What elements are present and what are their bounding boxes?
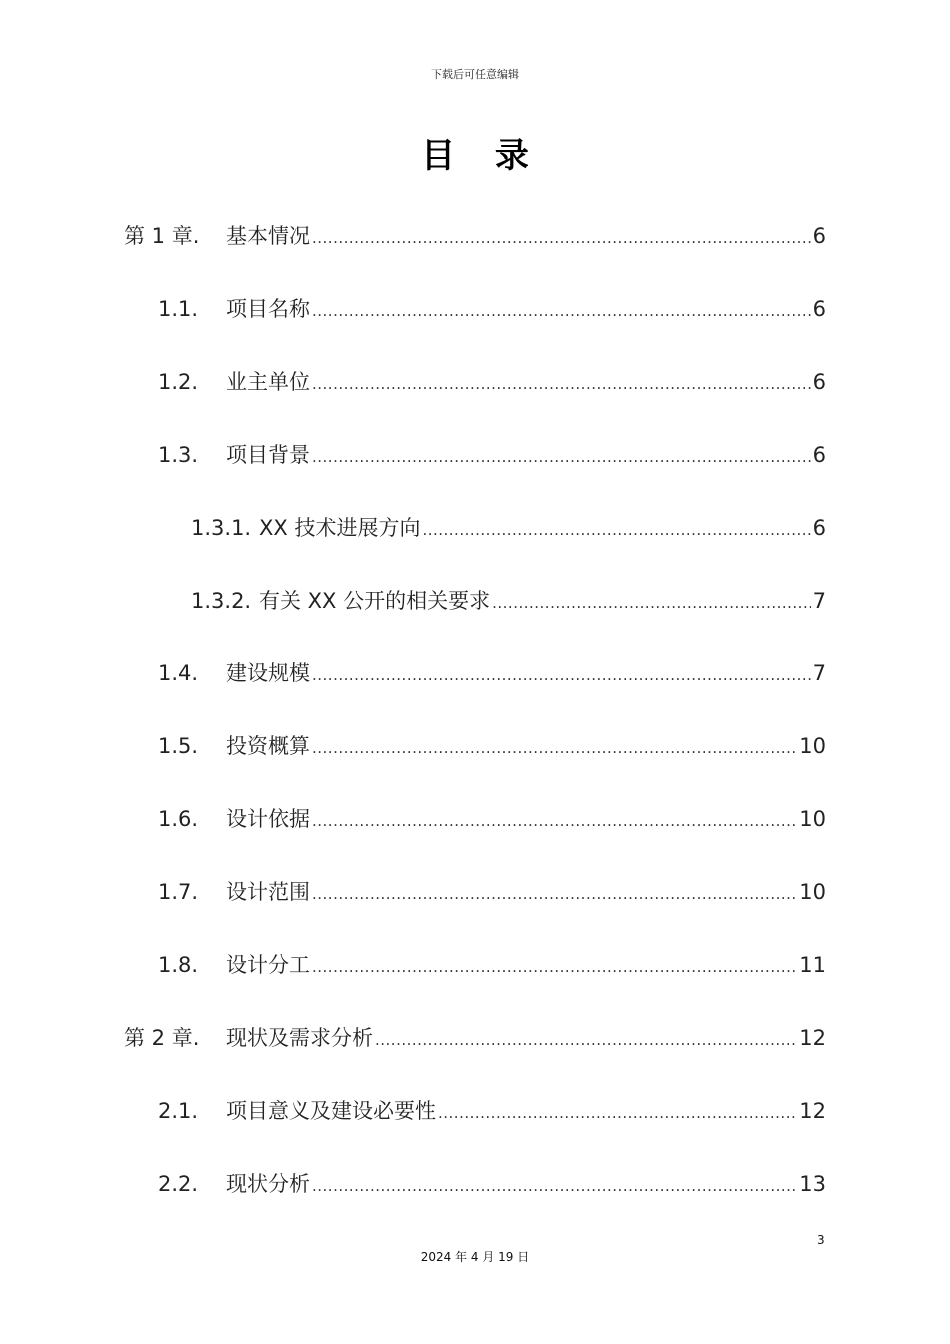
toc-leader-dots: [312, 291, 811, 331]
toc-entry-title: 现状及需求分析: [226, 1025, 373, 1050]
toc-entry[interactable]: [158, 435, 826, 475]
toc-leader-dots: [312, 728, 797, 768]
toc-leader-dots: [312, 874, 797, 914]
toc-entry-page: 6: [812, 296, 826, 321]
toc-entry-page: 13: [799, 1171, 826, 1196]
toc-entry[interactable]: [158, 653, 826, 693]
toc-entry-page: 6: [812, 515, 826, 540]
toc-entry-title: 设计依据: [226, 807, 310, 832]
toc-entry-page: 6: [812, 369, 826, 394]
toc-entry[interactable]: [191, 508, 826, 548]
toc-entry-number: 第 1 章.: [124, 224, 200, 248]
toc-entry[interactable]: [158, 726, 826, 766]
toc-entry-title: 设计分工: [226, 953, 310, 977]
toc-entry-page: 7: [812, 661, 826, 686]
toc-entry-number: 1.8.: [158, 953, 199, 977]
toc-entry-page: 12: [799, 1098, 826, 1123]
toc-leader-dots: [438, 1093, 797, 1133]
toc-leader-dots: [312, 437, 811, 477]
toc-entry-number: 1.4.: [158, 661, 199, 686]
toc-entry[interactable]: [158, 1164, 826, 1204]
toc-leader-dots: [312, 947, 797, 987]
toc-leader-dots: [492, 583, 811, 623]
toc-entry-number: 2.1.: [158, 1098, 199, 1123]
toc-leader-dots: [312, 655, 811, 695]
toc-entry-number: 1.3.1.: [191, 515, 252, 540]
toc-entry-number: 1.3.: [158, 442, 199, 467]
toc-entry[interactable]: [158, 799, 826, 839]
page-number: 3: [817, 1233, 825, 1247]
toc-leader-dots: [312, 218, 811, 258]
toc-entry-page: 10: [799, 807, 826, 832]
toc-entry-page: 12: [799, 1025, 826, 1050]
toc-leader-dots: [312, 364, 811, 404]
toc-entry-title: 项目意义及建设必要性: [226, 1098, 436, 1123]
toc-entry-title: 投资概算: [226, 734, 310, 759]
toc-entry-title: 有关 XX 公开的相关要求: [259, 588, 491, 613]
toc-leader-dots: [312, 1166, 797, 1206]
toc-entry-number: 1.3.2.: [191, 588, 252, 613]
toc-entry-page: 10: [799, 880, 826, 905]
toc-entry-page: 7: [812, 588, 826, 613]
toc-entry-page: 6: [812, 224, 826, 248]
toc-entry[interactable]: [158, 289, 826, 329]
header-note: 下载后可任意编辑: [431, 68, 519, 81]
toc-leader-dots: [375, 1020, 797, 1060]
toc-entry[interactable]: [191, 581, 826, 621]
toc-entry-title: 现状分析: [226, 1171, 310, 1196]
toc-leader-dots: [312, 801, 797, 841]
toc-entry[interactable]: [124, 1018, 826, 1058]
toc-entry-number: 1.2.: [158, 369, 199, 394]
toc-leader-dots: [422, 510, 810, 550]
toc-entry-title: 项目背景: [226, 442, 310, 467]
page-title: 目 录: [421, 136, 543, 176]
toc-entry-title: 项目名称: [226, 296, 310, 321]
toc-entry[interactable]: [158, 872, 826, 912]
toc-entry-title: 基本情况: [226, 224, 310, 248]
toc-entry-title: XX 技术进展方向: [259, 515, 421, 540]
toc-entry-number: 2.2.: [158, 1171, 199, 1196]
footer-date: 2024 年 4 月 19 日: [420, 1250, 530, 1264]
toc-entry-number: 1.7.: [158, 880, 199, 905]
toc-entry[interactable]: [158, 1091, 826, 1131]
toc-entry[interactable]: [158, 362, 826, 402]
toc-entry-page: 6: [812, 442, 826, 467]
toc-entry-title: 设计范围: [226, 880, 310, 905]
toc-entry-title: 业主单位: [226, 369, 310, 394]
toc-entry-page: 10: [799, 734, 826, 759]
toc-entry-number: 1.5.: [158, 734, 199, 759]
toc-entry-title: 建设规模: [226, 661, 310, 686]
toc-entry-number: 第 2 章.: [124, 1025, 200, 1050]
toc-entry-number: 1.1.: [158, 296, 199, 321]
toc-entry-page: 11: [799, 953, 826, 977]
toc-entry-number: 1.6.: [158, 807, 199, 832]
toc-entry[interactable]: [124, 216, 826, 256]
toc-entry[interactable]: [158, 945, 826, 985]
